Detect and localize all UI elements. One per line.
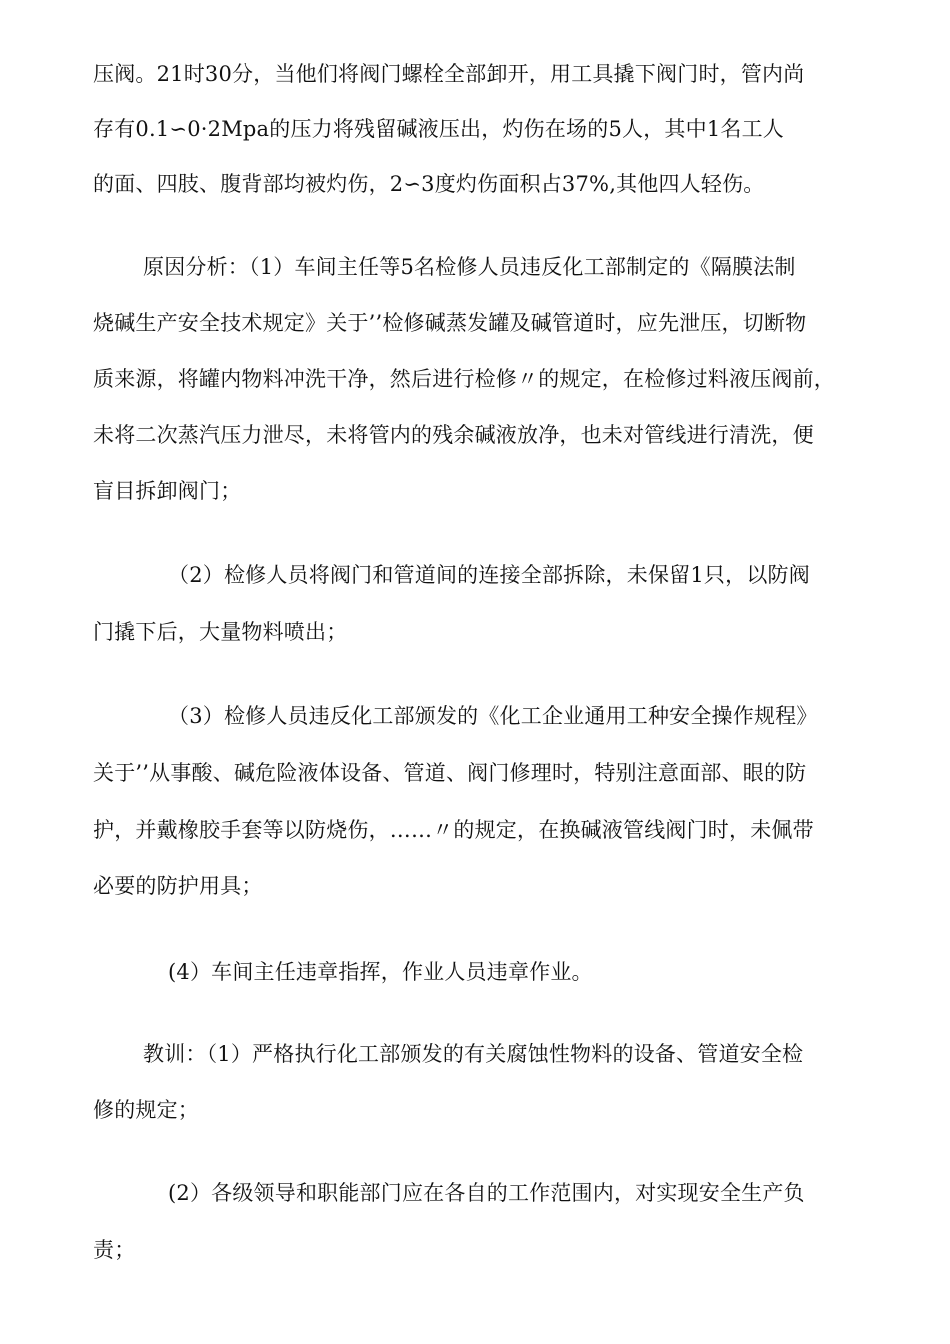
text-line: 必要的防护用具； (93, 874, 263, 898)
text-line: 的面、四肢、腹背部均被灼伤，2∽3度灼伤面积占37%,其他四人轻伤。 (93, 172, 765, 196)
text-line: 质来源，将罐内物料冲洗干净，然后进行检修〃的规定，在检修过料液压阀前， (93, 367, 835, 391)
text-line: 关于’’从事酸、碱危险液体设备、管道、阀门修理时，特别注意面部、眼的防 (93, 761, 807, 785)
text-line: 门撬下后，大量物料喷出； (93, 620, 348, 644)
text-line: 责； (93, 1238, 136, 1262)
text-line: 教训：（1）严格执行化工部颁发的有关腐蚀性物料的设备、管道安全检 (143, 1042, 804, 1066)
text-line: 未将二次蒸汽压力泄尽，未将管内的残余碱液放净，也未对管线进行清洗，便 (93, 423, 814, 447)
text-line: 盲目拆卸阀门； (93, 479, 242, 503)
text-line: 原因分析：（1）车间主任等5名检修人员违反化工部制定的《隔膜法制 (143, 255, 796, 279)
text-line: 压阀。21时30分，当他们将阀门螺栓全部卸开，用工具撬下阀门时，管内尚 (93, 62, 805, 86)
text-line: 存有0.1∽0·2Mpa的压力将残留碱液压出，灼伤在场的5人，其中1名工人 (93, 117, 784, 141)
text-line: （2）检修人员将阀门和管道间的连接全部拆除，未保留1只，以防阀 (168, 563, 810, 587)
text-line: (4）车间主任违章指挥，作业人员违章作业。 (168, 960, 593, 984)
text-line: 护，并戴橡胶手套等以防烧伤，……〃的规定，在换碱液管线阀门时，未佩带 (93, 818, 814, 842)
text-line: （3）检修人员违反化工部颁发的《化工企业通用工种安全操作规程》 (168, 704, 818, 728)
text-line: 修的规定； (93, 1098, 199, 1122)
text-line: (2）各级领导和职能部门应在各自的工作范围内，对实现安全生产负 (168, 1181, 805, 1205)
text-line: 烧碱生产安全技术规定》关于’’检修碱蒸发罐及碱管道时，应先泄压，切断物 (93, 311, 807, 335)
